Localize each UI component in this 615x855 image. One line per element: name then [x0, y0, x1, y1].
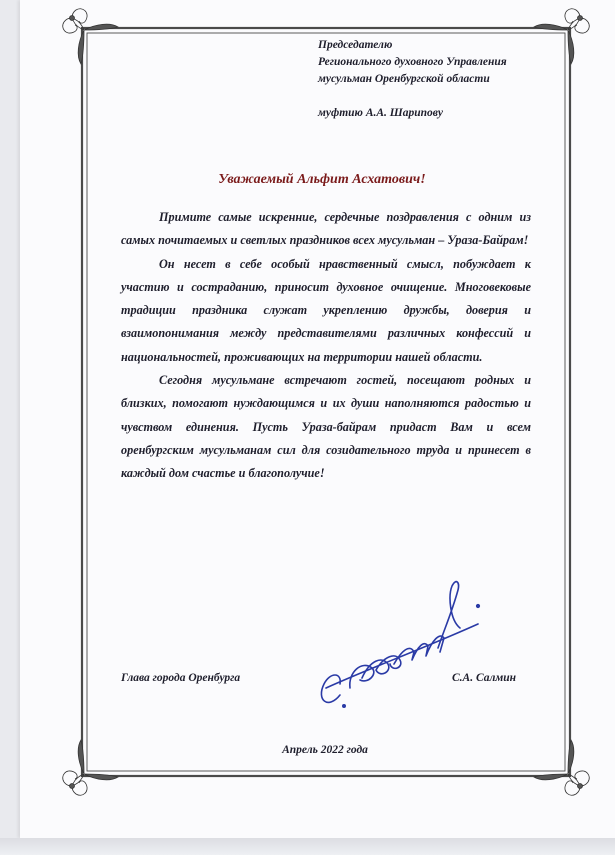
salutation: Уважаемый Альфит Асхатович!: [218, 172, 426, 187]
body-paragraph: Сегодня мусульмане встречают гостей, посещают родных и близких, помогают нуждающимся и их души наполняются радостью и чувством единения. Пусть Ураза-байрам придаст Вам и всем оренбургским мусульманам сил для созидательного труда и принесет в каждый дом счастье и благополучие!: [121, 373, 531, 481]
addressee-recipient: муфтию А.А. Шарипову: [318, 107, 444, 119]
corner-ornament-bottom-right-icon: [534, 740, 589, 795]
addressee-line: Председателю: [318, 39, 393, 51]
addressee-line: Регионального духовного Управления: [318, 56, 507, 68]
letter-body: [121, 206, 531, 486]
handwritten-signature: [310, 560, 490, 730]
letter-date: Апрель 2022 года: [282, 744, 368, 756]
corner-ornament-bottom-left-icon: [63, 740, 118, 795]
body-paragraph: Примите самые искренние, сердечные поздравления с одним из самых почитаемых и светлых праздников всех мусульман – Ураза-Байрам!: [121, 210, 531, 248]
addressee-line: мусульман Оренбургской области: [318, 73, 490, 85]
signatory-name: С.А. Салмин: [452, 672, 517, 684]
signatory-position: Глава города Оренбурга: [121, 672, 241, 684]
corner-ornament-top-left-icon: [63, 9, 118, 64]
addressee-block: [318, 37, 558, 88]
body-paragraph: Он несет в себе особый нравственный смысл, побуждает к участию и состраданию, приносит духовное очищение. Многовековые традиции праздника служат укреплению дружбы, доверия и взаимопонимания между представителями различных конфессий и национальностей, проживающих на территории нашей области.: [121, 256, 531, 364]
